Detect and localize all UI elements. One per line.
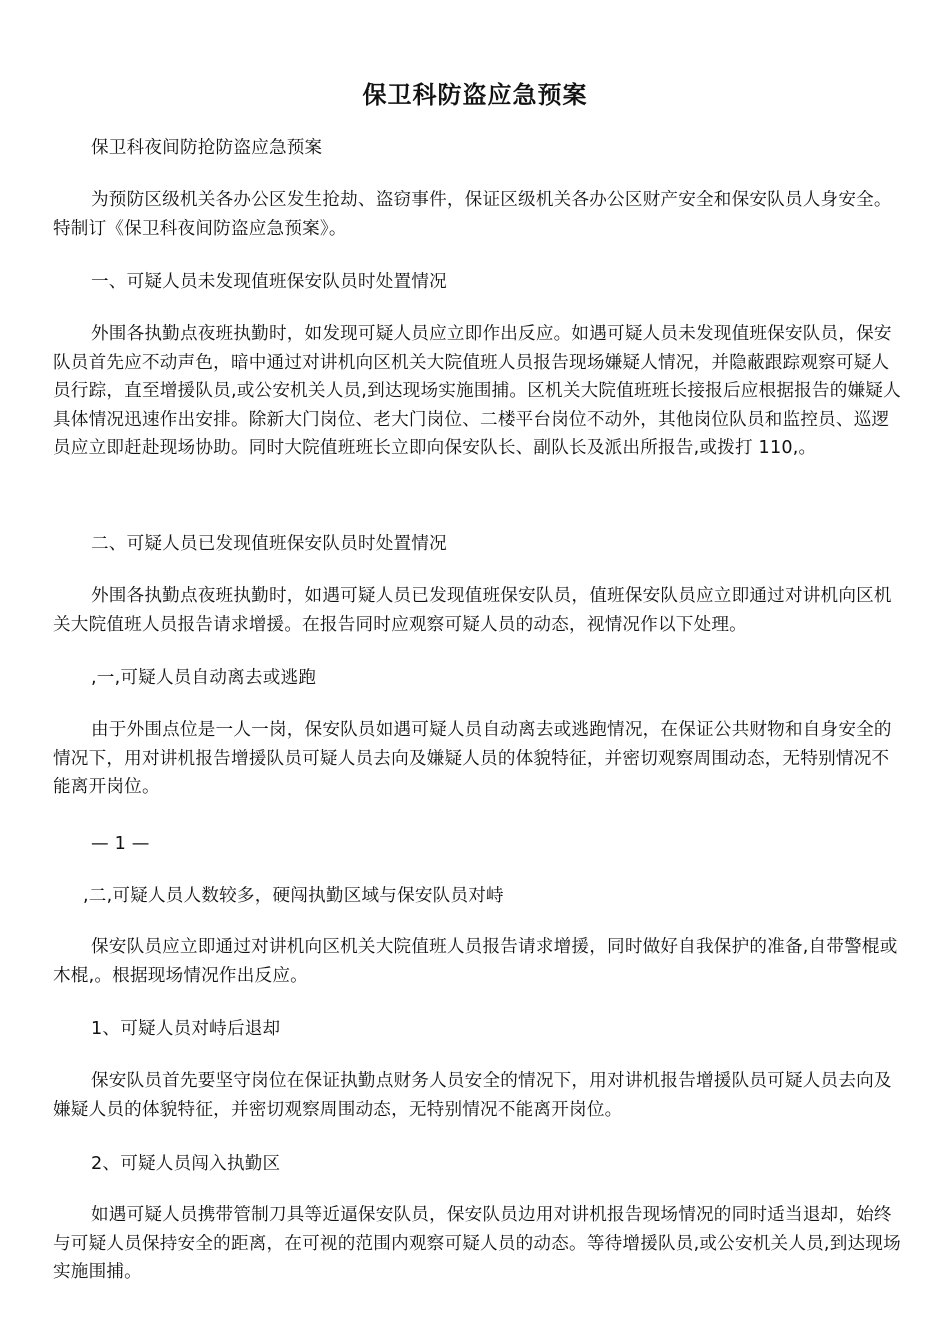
paragraph-subsection-1: 由于外围点位是一人一岗，保安队员如遇可疑人员自动离去或逃跑情况，在保证公共财物和自身安全的情况下，用对讲机报告增援队员可疑人员去向及嫌疑人员的体貌特征，并密切观察周围动态，无特别情况不能离开岗位。 [53,720,892,797]
paragraph-intro: 为预防区级机关各办公区发生抢劫、盗窃事件，保证区级机关各办公区财产安全和保安队员人身安全。特制订《保卫科夜间防盗应急预案》。 [53,190,892,239]
paragraph-subsection-2: 保安队员应立即通过对讲机向区机关大院值班人员报告请求增援，同时做好自我保护的准备,自带警棍或木棍,。根据现场情况作出反应。 [53,937,898,986]
item-heading-2: 2、可疑人员闯入执勤区 [91,1154,281,1174]
section-heading-1: 一、可疑人员未发现值班保安队员时处置情况 [91,272,447,292]
section-heading-2: 二、可疑人员已发现值班保安队员时处置情况 [91,534,447,554]
paragraph-subtitle: 保卫科夜间防抢防盗应急预案 [91,138,323,158]
paragraph-section-1: 外围各执勤点夜班执勤时，如发现可疑人员应立即作出反应。如遇可疑人员未发现值班保安队员，保安队员首先应不动声色，暗中通过对讲机向区机关大院值班人员报告现场嫌疑人情况，并隐蔽跟踪观察可疑人员行踪，直至增援队员,或公安机关人员,到达现场实施围捕。区机关大院值班班长接报后应根据报告的嫌疑人具体情况迅速作出安排。除新大门岗位、老大门岗位、二楼平台岗位不动外，其他岗位队员和监控员、巡逻员应立即赶赴现场协助。同时大院值班班长立即向保安队长、副队长及派出所报告,或拨打 110,。 [53,324,901,458]
document-title: 保卫科防盗应急预案 [362,80,588,109]
page-number: — 1 — [91,834,150,854]
item-heading-1: 1、可疑人员对峙后退却 [91,1019,281,1039]
paragraph-item-2: 如遇可疑人员携带管制刀具等近逼保安队员，保安队员边用对讲机报告现场情况的同时适当退却，始终与可疑人员保持安全的距离，在可视的范围内观察可疑人员的动态。等待增援队员,或公安机关人员,到达现场实施围捕。 [53,1205,901,1282]
subsection-heading-1: ,一,可疑人员自动离去或逃跑 [91,668,317,688]
subsection-heading-2: ,二,可疑人员人数较多，硬闯执勤区域与保安队员对峙 [83,886,504,906]
paragraph-item-1: 保安队员首先要坚守岗位在保证执勤点财务人员安全的情况下，用对讲机报告增援队员可疑人员去向及嫌疑人员的体貌特征，并密切观察周围动态，无特别情况不能离开岗位。 [53,1071,892,1120]
paragraph-section-2: 外围各执勤点夜班执勤时，如遇可疑人员已发现值班保安队员，值班保安队员应立即通过对讲机向区机关大院值班人员报告请求增援。在报告同时应观察可疑人员的动态，视情况作以下处理。 [53,586,892,635]
